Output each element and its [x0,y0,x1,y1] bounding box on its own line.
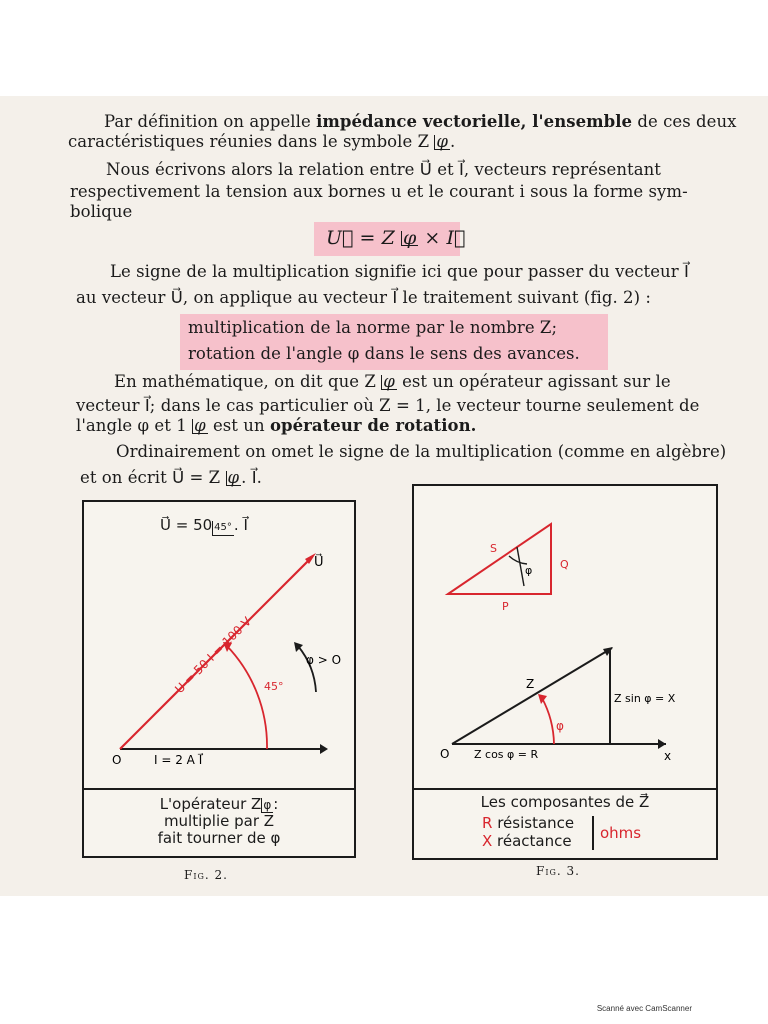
fig3-x-arrowhead [658,739,666,749]
fig2-caption-line-1 [84,796,354,813]
fig2-caption-line-2: multiplie par Z [163,812,275,830]
fig3-angle-arc-arrow [538,694,547,704]
fig3-x-text: réactance [492,832,572,850]
figure-2-box [82,500,356,858]
fig3-r-letter: R [482,814,493,832]
formula-1 [326,228,465,248]
fig3-label-zcos: Z cos φ = R [474,748,539,761]
p1-text-b: de ces deux [632,112,737,131]
p1-bold: impédance vectorielle, l'ensemble [316,112,633,131]
fig3-small-s: S [490,542,497,555]
fig3-label-z: Z [526,677,535,691]
fig3-small-altitude [517,547,524,586]
p1-angle-symbol: φ [436,132,449,151]
fig3-small-triangle [448,524,551,594]
p5-line2-a: et on écrit U⃗ = Z [80,468,221,487]
fig3-z-vector [452,648,612,744]
fig3-caption-unit: ohms [600,824,642,842]
paragraph-1-line-2 [68,132,455,152]
fig2-label-angle: 45° [264,680,284,693]
p5-line2-b: . I⃗. [241,468,262,487]
p1-line2-end: . [450,132,456,151]
paragraph-3-line-1: Le signe de la multiplication signifie ici que pour passer du vecteur I⃗ [110,262,689,281]
treatment-item-1: multiplication de la norme par le nombre Z; [188,318,558,337]
scanner-watermark: Scanné avec CamScanner [596,1004,692,1013]
p4-angle-1: φ [383,372,395,391]
fig2-label-phi: φ > O [306,653,342,667]
fig2-formula [160,516,248,536]
fig3-caption-r [482,814,574,832]
fig3-caption-components [482,814,574,850]
paragraph-4-line-1 [114,372,671,392]
scanned-page [0,96,768,896]
fig2-i-arrowhead [320,744,328,754]
figure-3-box [412,484,718,860]
paragraph-2-line-1: Nous écrivons alors la relation entre U⃗ et I⃗, vecteurs représentant [106,160,661,179]
p4-line3-a: l'angle φ et 1 [76,416,187,435]
paragraph-2-line-2: respectivement la tension aux bornes u et le courant i sous la forme sym- [70,182,688,201]
paragraph-2-line-3: bolique [70,202,133,221]
fig3-small-p: P [502,600,509,613]
fig3-r-text: résistance [492,814,575,832]
formula-1-angle: φ [402,227,417,249]
fig2-label: Fig. 2. [184,868,228,882]
fig2-formula-angle: 45° [212,521,234,536]
formula-1-right: × I⃗ [424,227,466,249]
fig3-angle-arc [542,698,554,744]
paragraph-4-line-3 [76,416,476,436]
paragraph-5-line-1: Ordinairement on omet le signe de la multiplication (comme en algèbre) [116,442,727,461]
paragraph-5-line-2 [80,468,262,488]
treatment-item-2: rotation de l'angle φ dans le sens des avances. [188,344,580,363]
fig2-label-o: O [112,753,122,767]
fig3-label-x: x [664,749,672,763]
paragraph-4-line-2: vecteur I⃗; dans le cas particulier où Z = 1, le vecteur tourne seulement de [76,396,700,415]
fig2-label-u: U⃗ [314,555,324,570]
fig3-caption [414,788,716,862]
fig2-label-i: I = 2 A I⃗ [154,753,203,767]
fig2-caption-line-3: fait tourner de φ [157,829,281,847]
p4-text-b: est un opérateur agissant sur le [396,372,671,391]
p4-line3-b: est un [207,416,270,435]
fig3-label: Fig. 3. [536,864,580,878]
fig3-caption-line-1: Les composantes de Z⃗ [480,793,650,811]
fig2-caption1: L'opérateur Z [159,795,262,813]
fig3-label-zsin: Z sin φ = X [614,692,676,705]
p4-angle-2: φ [194,416,206,435]
fig3-label-o: O [440,747,450,761]
formula-1-left: U⃗ = Z [326,227,395,249]
fig3-label-phi: φ [556,719,564,733]
paragraph-3-line-2: au vecteur U⃗, on applique au vecteur I⃗ le traitement suivant (fig. 2) : [76,288,651,307]
fig2-caption1-end: : [273,795,279,813]
p1-line2-text: caractéristiques réunies dans le symbole Z [68,132,430,151]
fig2-caption-angle: φ [263,798,272,812]
fig3-small-arc [509,556,527,564]
fig3-x-letter: X [482,832,493,850]
p4-bold: opérateur de rotation. [269,416,477,435]
fig2-formula-end: . I⃗ [233,516,248,534]
p4-text-a: En mathématique, on dit que Z [114,372,376,391]
fig2-label-hyp: U = 50 I = 100 V [172,614,255,697]
p5-angle: φ [227,468,240,487]
paragraph-1-line-1 [104,112,737,132]
fig3-small-q: Q [560,558,569,571]
fig2-angle-arc [227,646,267,749]
fig3-caption-divider [592,816,594,850]
fig2-formula-left: U⃗ = 50 [160,516,213,534]
fig3-caption-x [482,832,574,850]
figure-3-diagram [414,486,716,794]
figure-2-diagram [84,502,354,792]
fig3-z-arrowhead [603,647,613,656]
p1-text-a: Par définition on appelle [104,112,317,131]
fig3-small-phi: φ [525,564,533,577]
fig2-caption [84,788,354,862]
